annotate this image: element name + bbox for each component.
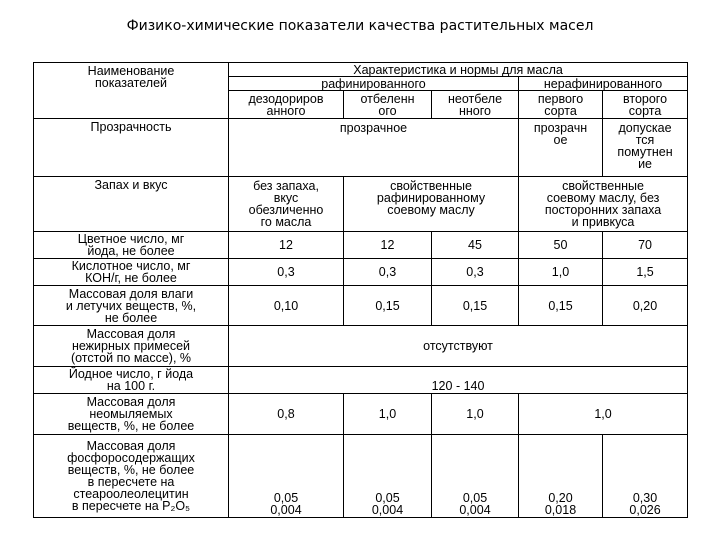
unsaponifiable-value: 1,0 (432, 393, 519, 434)
label-line: Массовая доля (86, 326, 176, 341)
label-line: неомыляемых (89, 406, 173, 421)
header-col-line: сорта (628, 103, 662, 118)
phosphorus-value (519, 435, 603, 518)
color-value: 12 (344, 232, 432, 258)
row-label-unsaponifiable (34, 393, 229, 434)
acid-value: 0,3 (229, 258, 344, 285)
row-label-nonfat (34, 326, 229, 366)
phosphorus-value (432, 435, 519, 518)
label-line: в пересчете на P₂O₅ (71, 499, 191, 514)
header-col-line: первого (537, 91, 584, 106)
cell-line: ое (553, 133, 568, 148)
moisture-value: 0,15 (519, 285, 603, 325)
header-col-line: нного (459, 103, 491, 118)
label-line: Массовая доля влаги (68, 286, 194, 301)
color-value: 12 (229, 232, 344, 258)
value-line: 0,05 (273, 491, 299, 505)
unsaponifiable-unrefined: 1,0 (519, 393, 688, 434)
header-col-line: сорта (544, 103, 577, 118)
header-col-bleached (344, 91, 432, 119)
nonfat-value: отсутствуют (229, 326, 688, 366)
header-col-line: дезодориров (248, 91, 324, 106)
header-col-line: второго (623, 91, 668, 106)
quality-table (33, 62, 688, 518)
page-title: Физико-химические показатели качества растительных масел (126, 18, 594, 34)
header-group: Характеристика и нормы для масла (229, 63, 688, 77)
label-line: на 100 г. (106, 378, 156, 393)
value-line: 0,20 (548, 491, 573, 505)
header-name-line: показателей (94, 76, 168, 90)
row-label-moisture (34, 285, 229, 325)
cell-line: свойственные (562, 178, 644, 193)
header-name-line: Наименование (87, 64, 175, 78)
acid-value: 1,0 (519, 258, 603, 285)
label-line: веществ, %, не более (67, 418, 195, 433)
header-refined: рафинированного (229, 77, 519, 91)
cell-line: помутнен (617, 145, 673, 160)
header-col-line: анного (266, 103, 306, 118)
cell-line: рафинированному (376, 190, 486, 205)
label-line: веществ, %, не более (67, 463, 195, 478)
value-line: 0,026 (629, 503, 661, 517)
header-col-second-grade (603, 91, 688, 119)
value-line: 0,004 (270, 503, 302, 517)
label-line: стеароолеолецитин (73, 487, 189, 502)
label-line: Кислотное число, мг (71, 258, 191, 273)
phosphorus-value (344, 435, 432, 518)
color-value: 70 (603, 232, 688, 258)
color-value: 45 (432, 232, 519, 258)
cell-line: соевому маслу, без (546, 190, 660, 205)
header-unrefined: нерафинированного (519, 77, 688, 91)
cell-line: тся (635, 133, 655, 148)
cell-line: посторонних запаха (544, 202, 662, 217)
phosphorus-value (229, 435, 344, 518)
cell-line: соевому маслу (387, 202, 475, 217)
smell-refined-other (344, 176, 519, 231)
label-line: Цветное число, мг (77, 232, 185, 247)
row-label-transparency: Прозрачность (34, 119, 229, 177)
cell-line: допускае (618, 121, 672, 136)
moisture-value: 0,10 (229, 285, 344, 325)
cell-line: вкус (273, 190, 299, 205)
header-col-first-grade (519, 91, 603, 119)
label-line: и летучих веществ, %, (65, 298, 197, 313)
value-line: 0,004 (371, 503, 404, 517)
transparency-second (603, 119, 688, 177)
label-line: Йодное число, г йода (68, 366, 194, 381)
label-line: Массовая доля (86, 394, 176, 409)
header-col-line: ого (378, 103, 397, 118)
cell-line: обезличенно (248, 202, 324, 217)
cell-line: и привкуса (571, 214, 635, 229)
row-label-color (34, 232, 229, 258)
label-line: фосфоросодержащих (67, 451, 195, 466)
value-line: 0,30 (632, 491, 658, 505)
header-col-deodorized (229, 91, 344, 119)
cell-line: го масла (260, 214, 312, 229)
row-label-iodine (34, 366, 229, 393)
acid-value: 0,3 (344, 258, 432, 285)
label-line: (отстой по массе), % (70, 350, 192, 365)
moisture-value: 0,20 (603, 285, 688, 325)
transparency-first (519, 119, 603, 177)
phosphorus-value (603, 435, 688, 518)
header-name-cell (34, 63, 229, 119)
value-line: 0,018 (544, 503, 577, 517)
cell-line: прозрачн (533, 121, 588, 136)
label-line: в пересчете на (87, 475, 175, 490)
value-line: 0,05 (462, 491, 488, 505)
header-col-line: отбеленн (360, 91, 415, 106)
label-line: нежирных примесей (71, 338, 191, 353)
iodine-value: 120 - 140 (229, 366, 688, 393)
moisture-value: 0,15 (432, 285, 519, 325)
value-line: 0,05 (375, 491, 400, 505)
label-line: КОН/г, не более (85, 270, 177, 285)
smell-deodorized (229, 176, 344, 231)
cell-line: без запаха, (253, 178, 319, 193)
row-label-phosphorus (34, 435, 229, 518)
transparency-refined: прозрачное (229, 119, 519, 177)
row-label-acid (34, 258, 229, 285)
value-line: 0,004 (459, 503, 491, 517)
cell-line: свойственные (390, 178, 472, 193)
label-line: йода, не более (87, 244, 175, 259)
unsaponifiable-value: 0,8 (229, 393, 344, 434)
header-col-unbleached (432, 91, 519, 119)
color-value: 50 (519, 232, 603, 258)
acid-value: 1,5 (603, 258, 688, 285)
label-line: Массовая доля (86, 439, 176, 454)
acid-value: 0,3 (432, 258, 519, 285)
header-col-line: неотбеле (447, 91, 503, 106)
row-label-smell: Запах и вкус (34, 176, 229, 231)
unsaponifiable-value: 1,0 (344, 393, 432, 434)
moisture-value: 0,15 (344, 285, 432, 325)
label-line: не более (104, 310, 158, 325)
cell-line: ие (638, 157, 652, 172)
smell-unrefined (519, 176, 688, 231)
